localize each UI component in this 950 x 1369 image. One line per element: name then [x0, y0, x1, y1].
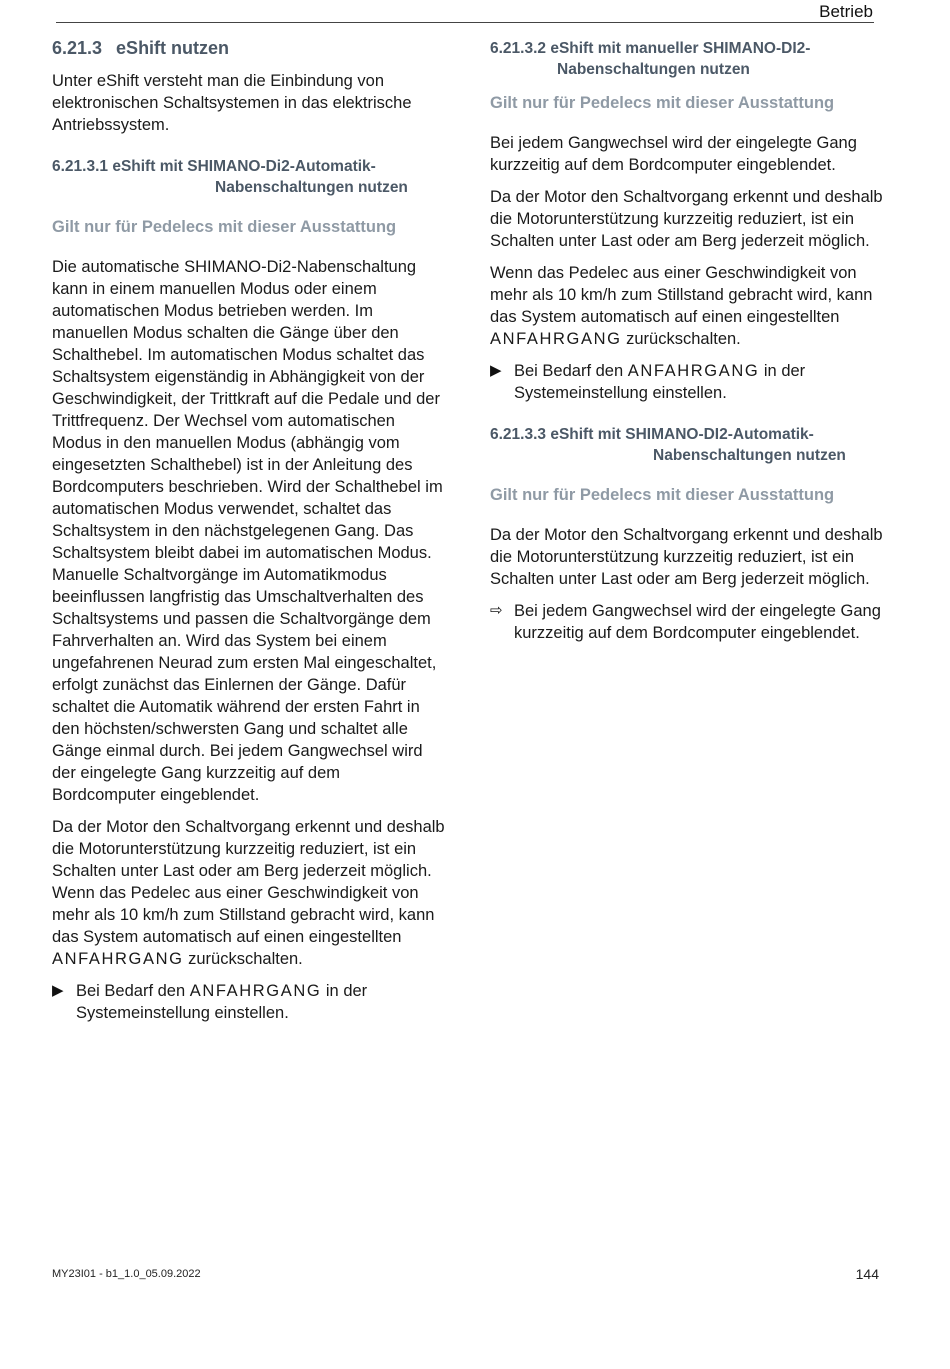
term-anfahrgang: ANFAHRGANG	[627, 362, 760, 380]
heading-line-2: Nabenschaltungen nutzen	[215, 179, 408, 196]
action-step	[52, 980, 447, 1024]
action-text: in der Systemeinstellung einstellen.	[76, 982, 368, 1022]
body-paragraph: Da der Motor den Schaltvorgang erkennt und deshalb die Motorunterstützung kurzzeitig reduziert, ist ein Schalten unter Last oder am Berg jederzeit möglich.	[490, 526, 883, 588]
paragraph-text: zurückschalten.	[188, 950, 303, 968]
term-anfahrgang: ANFAHRGANG	[52, 950, 184, 968]
section-heading	[52, 36, 447, 60]
body-paragraph: Bei jedem Gangwechsel wird der eingelegte Gang kurzzeitig auf dem Bordcomputer eingeblendet.	[490, 134, 857, 174]
action-step	[490, 360, 885, 404]
action-text: Bei Bedarf den	[514, 362, 624, 380]
triangle-right-icon: ▶	[52, 982, 64, 999]
heading-line-2: Nabenschaltungen nutzen	[557, 61, 750, 78]
term-anfahrgang: ANFAHRGANG	[189, 982, 322, 1000]
left-column	[52, 36, 447, 1024]
body-paragraph: Da der Motor den Schaltvorgang erkennt und deshalb die Motorunterstützung kurzzeitig reduziert, ist ein Schalten unter Last oder am Berg jederzeit möglich.	[490, 188, 883, 250]
result-step	[490, 600, 885, 644]
section-number: 6.21.3	[52, 38, 103, 58]
subsection-heading-6-21-3-2	[490, 38, 885, 80]
result-text: Bei jedem Gangwechsel wird der eingelegte Gang kurzzeitig auf dem Bordcomputer eingeblendet.	[514, 602, 881, 642]
subsection-heading-6-21-3-1	[52, 156, 447, 198]
header-section-title: Betrieb	[819, 2, 873, 21]
action-text: in der Systemeinstellung einstellen.	[514, 362, 806, 402]
header-rule	[56, 22, 874, 23]
applicability-note: Gilt nur für Pedelecs mit dieser Ausstattung	[490, 486, 835, 504]
applicability-note: Gilt nur für Pedelecs mit dieser Ausstattung	[490, 94, 835, 112]
body-paragraph	[52, 816, 447, 970]
footer-document-id: MY23I01 - b1_1.0_05.09.2022	[52, 1268, 201, 1280]
right-column	[490, 36, 885, 644]
paragraph-text: zurückschalten.	[626, 330, 741, 348]
heading-line-1: 6.21.3.3 eShift mit SHIMANO-DI2-Automatik-	[490, 426, 814, 443]
subsection-heading-6-21-3-3	[490, 424, 885, 466]
body-paragraph: Die automatische SHIMANO-Di2-Nabenschaltung kann in einem manuellen Modus oder einem automatischen Modus betrieben werden. Im manuellen Modus schalten die Gänge über den Schalthebel. Im automatischen Modus schaltet das Schaltsystem eigenständig in Abhängigkeit von der Geschwindigkeit, der Trittkraft auf die Pedale und der Trittfrequenz. Der Wechsel vom automatischen Modus in den manuellen Modus (abhängig vom eingesetzten Schalthebel) ist in der Anleitung des Bordcomputers beschrieben. Wird der Schalthebel im automatischen Modus verwendet, schaltet das Schaltsystem in den nächstgelegenen Gang. Das Schaltsystem bleibt dabei im automatischen Modus. Manuelle Schaltvorgänge im Automatikmodus beeinflussen langfristig das Umschaltverhalten des Schaltsystems und passen die Schaltvorgänge dem Fahrverhalten an. Wird das System bei einem ungefahrenen Neurad zum ersten Mal eingeschaltet, erfolgt zunächst das Einlernen der Gänge. Dafür schaltet die Automatik während der ersten Fahrt in den höchsten/schwersten Gang und schaltet alle Gänge einmal durch. Bei jedem Gangwechsel wird der eingelegte Gang kurzzeitig auf dem Bordcomputer eingeblendet.	[52, 258, 443, 804]
section-title: eShift nutzen	[116, 38, 230, 58]
footer-page-number: 144	[855, 1266, 879, 1282]
arrow-right-outline-icon: ⇨	[490, 602, 503, 619]
applicability-note: Gilt nur für Pedelecs mit dieser Ausstattung	[52, 218, 397, 236]
intro-paragraph: Unter eShift versteht man die Einbindung von elektronischen Schaltsystemen in das elektrische Antriebssystem.	[52, 72, 412, 134]
paragraph-text: Wenn das Pedelec aus einer Geschwindigkeit von mehr als 10 km/h zum Stillstand gebracht wird, kann das System automatisch auf einen eingestellten	[490, 264, 873, 326]
paragraph-text: Da der Motor den Schaltvorgang erkennt und deshalb die Motorunterstützung kurzzeitig reduziert, ist ein Schalten unter Last oder am Berg jederzeit möglich. Wenn das Pedelec aus einer Geschwindigkeit von mehr als 10 km/h zum Stillstand gebracht wird, kann das System automatisch auf einen eingestellten	[52, 818, 445, 946]
term-anfahrgang: ANFAHRGANG	[490, 330, 622, 348]
heading-line-1: 6.21.3.1 eShift mit SHIMANO-Di2-Automatik-	[52, 158, 376, 175]
body-paragraph	[490, 262, 885, 350]
triangle-right-icon: ▶	[490, 362, 502, 379]
heading-line-2: Nabenschaltungen nutzen	[653, 447, 846, 464]
heading-line-1: 6.21.3.2 eShift mit manueller SHIMANO-DI2-	[490, 40, 811, 57]
action-text: Bei Bedarf den	[76, 982, 186, 1000]
